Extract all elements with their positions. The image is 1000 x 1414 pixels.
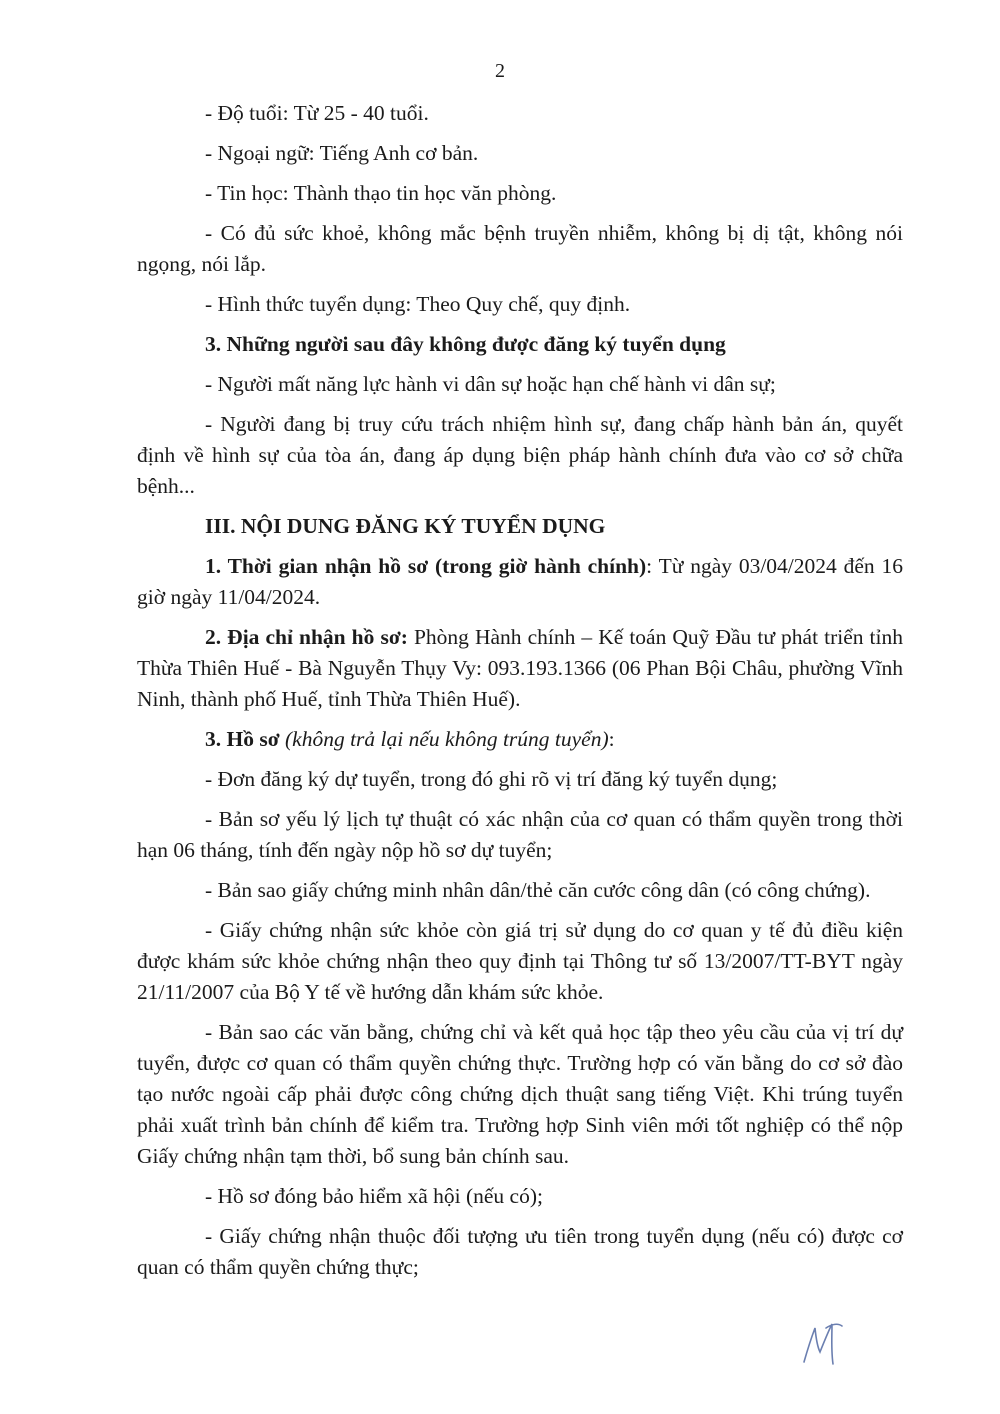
dossier-item-5: - Bản sao các văn bằng, chứng chỉ và kết quả học tập theo yêu cầu của vị trí dự tuyển, được cơ quan có thẩm quyền chứng thực. Trường hợp có văn bằng do cơ sở đào tạo nước ngoài cấp phải được công chứng dịch thuật sang tiếng Việt. Khi trúng tuyển phải xuất trình bản chính để kiểm tra. Trường hợp Sinh viên mới tốt nghiệp có thể nộp Giấy chứng nhận tạm thời, bổ sung bản chính sau. xyxy=(137,1020,903,1168)
dossier-heading xyxy=(137,724,903,755)
receipt-address xyxy=(137,622,903,715)
part-3-heading: III. NỘI DUNG ĐĂNG KÝ TUYỂN DỤNG xyxy=(205,514,606,538)
dossier-item-6: - Hồ sơ đóng bảo hiểm xã hội (nếu có); xyxy=(205,1184,543,1208)
requirement-health: - Có đủ sức khoẻ, không mắc bệnh truyền nhiễm, không bị dị tật, không nói ngọng, nói lắp. xyxy=(137,221,903,276)
dossier-note: (không trả lại nếu không trúng tuyển) xyxy=(279,727,609,751)
dossier-label: 3. Hồ sơ xyxy=(205,727,280,751)
receipt-address-text: Phòng Hành chính – Kế toán Quỹ Đầu tư phát triển tỉnh Thừa Thiên Huế - Bà Nguyễn Thụy Vy: 093.193.1366 (06 Phan Bội Châu, phường Vĩnh Ninh, thành phố Huế, tỉnh Thừa Thiên Huế). xyxy=(137,625,904,711)
excluded-item-1: - Người mất năng lực hành vi dân sự hoặc hạn chế hành vi dân sự; xyxy=(205,372,776,396)
receipt-time xyxy=(137,551,903,613)
dossier-item-7: - Giấy chứng nhận thuộc đối tượng ưu tiên trong tuyển dụng (nếu có) được cơ quan có thẩm quyền chứng thực; xyxy=(137,1224,903,1279)
dossier-colon: : xyxy=(608,727,615,751)
dossier-item-3: - Bản sao giấy chứng minh nhân dân/thẻ căn cước công dân (có công chứng). xyxy=(205,878,871,902)
receipt-time-label: 1. Thời gian nhận hồ sơ (trong giờ hành chính) xyxy=(205,554,647,578)
requirement-language: - Ngoại ngữ: Tiếng Anh cơ bản. xyxy=(205,141,479,165)
dossier-item-2: - Bản sơ yếu lý lịch tự thuật có xác nhận của cơ quan có thẩm quyền trong thời hạn 06 tháng, tính đến ngày nộp hồ sơ dự tuyển; xyxy=(137,807,903,862)
document-body xyxy=(137,98,903,1292)
receipt-time-text: : Từ ngày 03/04/2024 đến 16 giờ ngày 11/04/2024. xyxy=(137,554,903,609)
excluded-item-2: - Người đang bị truy cứu trách nhiệm hình sự, đang chấp hành bản án, quyết định về hình sự của tòa án, đang áp dụng biện pháp hành chính đưa vào cơ sở chữa bệnh... xyxy=(137,412,903,498)
requirement-it: - Tin học: Thành thạo tin học văn phòng. xyxy=(205,181,557,205)
section-3-heading: 3. Những người sau đây không được đăng ký tuyển dụng xyxy=(205,332,726,356)
requirement-form: - Hình thức tuyển dụng: Theo Quy chế, quy định. xyxy=(205,292,631,316)
initials-signature xyxy=(800,1318,844,1370)
requirement-age: - Độ tuổi: Từ 25 - 40 tuổi. xyxy=(205,101,429,125)
receipt-address-label: 2. Địa chỉ nhận hồ sơ: xyxy=(205,625,408,649)
dossier-item-1: - Đơn đăng ký dự tuyển, trong đó ghi rõ vị trí đăng ký tuyển dụng; xyxy=(205,767,778,791)
dossier-item-4: - Giấy chứng nhận sức khỏe còn giá trị sử dụng do cơ quan y tế đủ điều kiện được khám sức khỏe chứng nhận theo quy định tại Thông tư số 13/2007/TT-BYT ngày 21/11/2007 của Bộ Y tế về hướng dẫn khám sức khỏe. xyxy=(137,918,903,1004)
signature-stroke xyxy=(804,1324,842,1364)
page-number: 2 xyxy=(495,60,505,82)
